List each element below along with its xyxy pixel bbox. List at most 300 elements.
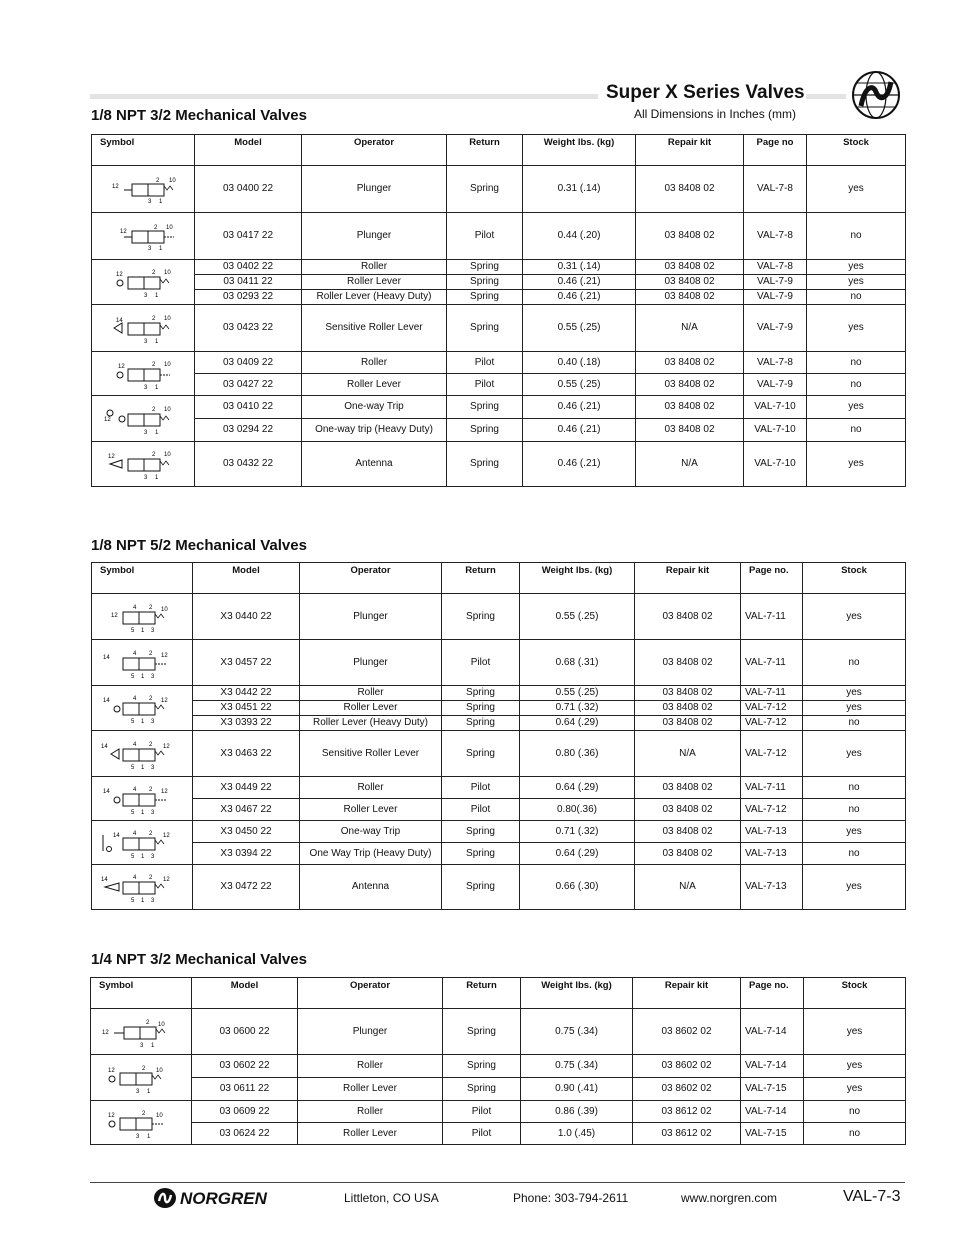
- return-cell: Spring: [447, 290, 523, 305]
- return-cell: Spring: [447, 396, 523, 419]
- table-row: [91, 1055, 906, 1078]
- model-cell: X3 0467 22: [193, 799, 300, 821]
- svg-text:4: 4: [133, 650, 137, 657]
- svg-text:12: 12: [108, 1112, 115, 1119]
- weight-cell: 0.46 (.21): [523, 396, 636, 419]
- svg-text:3: 3: [144, 475, 148, 481]
- table-row: [92, 442, 906, 487]
- repair-kit-cell: 03 8612 02: [633, 1101, 741, 1123]
- valve-symbol-cell: [92, 166, 195, 213]
- table-row: [92, 594, 906, 640]
- weight-cell: 0.44 (.20): [523, 213, 636, 260]
- weight-cell: 0.80(.36): [520, 799, 635, 821]
- return-cell: Spring: [443, 1009, 521, 1055]
- svg-text:2: 2: [149, 696, 153, 702]
- page-cell: VAL-7-8: [744, 213, 807, 260]
- table-row: [92, 275, 906, 290]
- return-cell: Pilot: [447, 374, 523, 396]
- model-cell: X3 0442 22: [193, 686, 300, 701]
- repair-kit-cell: 03 8408 02: [635, 777, 741, 799]
- repair-kit-cell: 03 8408 02: [636, 374, 744, 396]
- svg-text:2: 2: [149, 741, 153, 748]
- repair-kit-cell: 03 8408 02: [635, 594, 741, 640]
- valve-symbol-cell: [92, 213, 195, 260]
- weight-cell: 0.46 (.21): [523, 275, 636, 290]
- valve-table-1: [91, 134, 906, 487]
- model-cell: 03 0293 22: [195, 290, 302, 305]
- col-header: Symbol: [92, 135, 195, 166]
- model-cell: 03 0432 22: [195, 442, 302, 487]
- svg-text:12: 12: [163, 743, 170, 750]
- repair-kit-cell: 03 8408 02: [635, 716, 741, 731]
- col-header: Repair kit: [633, 978, 741, 1009]
- col-header: Weight lbs. (kg): [523, 135, 636, 166]
- weight-cell: 0.55 (.25): [523, 374, 636, 396]
- valve-32-roller-pilot-symbol: [98, 356, 188, 392]
- return-cell: Spring: [442, 731, 520, 777]
- return-cell: Spring: [447, 260, 523, 275]
- svg-text:2: 2: [142, 1110, 146, 1117]
- operator-cell: Plunger: [300, 640, 442, 686]
- header-rule-right: [806, 94, 846, 99]
- col-header: Return: [447, 135, 523, 166]
- page-cell: VAL-7-11: [741, 777, 803, 799]
- table-row: [92, 640, 906, 686]
- page-number: VAL-7-3: [843, 1188, 901, 1205]
- svg-text:2: 2: [149, 830, 153, 837]
- svg-text:1: 1: [141, 898, 145, 904]
- model-cell: 03 0609 22: [192, 1101, 298, 1123]
- model-cell: 03 0600 22: [192, 1009, 298, 1055]
- stock-cell: yes: [804, 1055, 906, 1078]
- model-cell: 03 0402 22: [195, 260, 302, 275]
- stock-cell: yes: [807, 260, 906, 275]
- repair-kit-cell: 03 8408 02: [635, 843, 741, 865]
- svg-text:10: 10: [164, 406, 171, 413]
- repair-kit-cell: 03 8408 02: [635, 686, 741, 701]
- stock-cell: yes: [803, 701, 906, 716]
- svg-text:5: 5: [131, 764, 135, 771]
- footer-location: Littleton, CO USA: [344, 1191, 439, 1205]
- svg-text:5: 5: [131, 673, 135, 680]
- weight-cell: 0.75 (.34): [521, 1009, 633, 1055]
- svg-text:12: 12: [118, 363, 125, 370]
- svg-text:5: 5: [131, 809, 135, 816]
- table-row: [92, 731, 906, 777]
- valve-symbol-cell: [91, 1101, 192, 1145]
- page-cell: VAL-7-10: [744, 419, 807, 442]
- page-cell: VAL-7-14: [741, 1009, 804, 1055]
- svg-text:3: 3: [136, 1088, 140, 1095]
- valve-32-roller-spring-symbol: [98, 262, 188, 302]
- model-cell: 03 0411 22: [195, 275, 302, 290]
- svg-text:12: 12: [120, 229, 127, 235]
- svg-text:1: 1: [155, 339, 159, 345]
- table-row: [92, 260, 906, 275]
- page-cell: VAL-7-11: [741, 686, 803, 701]
- valve-table-2: [91, 562, 906, 910]
- repair-kit-cell: 03 8408 02: [636, 275, 744, 290]
- footer-rule: [90, 1182, 905, 1183]
- table-row: [92, 166, 906, 213]
- col-header: Stock: [804, 978, 906, 1009]
- col-header: Model: [195, 135, 302, 166]
- page-cell: VAL-7-15: [741, 1123, 804, 1145]
- operator-cell: Roller: [298, 1101, 443, 1123]
- weight-cell: 0.55 (.25): [523, 305, 636, 352]
- svg-text:5: 5: [131, 719, 135, 725]
- footer-website[interactable]: www.norgren.com: [681, 1191, 778, 1205]
- stock-cell: no: [803, 799, 906, 821]
- svg-text:10: 10: [164, 361, 171, 368]
- return-cell: Spring: [443, 1055, 521, 1078]
- return-cell: Spring: [443, 1078, 521, 1101]
- col-header: Model: [193, 563, 300, 594]
- return-cell: Pilot: [447, 352, 523, 374]
- page-cell: VAL-7-13: [741, 865, 803, 910]
- page-cell: VAL-7-10: [744, 442, 807, 487]
- svg-text:4: 4: [133, 830, 137, 837]
- return-cell: Pilot: [447, 213, 523, 260]
- svg-text:12: 12: [161, 698, 168, 704]
- operator-cell: Roller Lever (Heavy Duty): [300, 716, 442, 731]
- svg-text:1: 1: [141, 719, 145, 725]
- operator-cell: Sensitive Roller Lever: [302, 305, 447, 352]
- repair-kit-cell: 03 8408 02: [635, 821, 741, 843]
- model-cell: X3 0457 22: [193, 640, 300, 686]
- svg-text:12: 12: [108, 454, 115, 460]
- operator-cell: Roller Lever: [298, 1078, 443, 1101]
- col-header: Return: [443, 978, 521, 1009]
- page-cell: VAL-7-11: [741, 640, 803, 686]
- return-cell: Spring: [442, 843, 520, 865]
- weight-cell: 1.0 (.45): [521, 1123, 633, 1145]
- stock-cell: yes: [803, 594, 906, 640]
- operator-cell: Plunger: [298, 1009, 443, 1055]
- stock-cell: no: [807, 352, 906, 374]
- weight-cell: 0.80 (.36): [520, 731, 635, 777]
- page-cell: VAL-7-9: [744, 290, 807, 305]
- valve-symbol-cell: [92, 352, 195, 396]
- svg-text:3: 3: [151, 853, 155, 860]
- stock-cell: yes: [807, 396, 906, 419]
- operator-cell: Roller: [300, 777, 442, 799]
- stock-cell: yes: [803, 731, 906, 777]
- table-row: [92, 374, 906, 396]
- valve-symbol-cell: [92, 260, 195, 305]
- page-cell: VAL-7-14: [741, 1101, 804, 1123]
- svg-text:2: 2: [152, 316, 156, 322]
- svg-text:2: 2: [149, 604, 153, 611]
- weight-cell: 0.46 (.21): [523, 290, 636, 305]
- model-cell: 03 0294 22: [195, 419, 302, 442]
- table-row: [92, 799, 906, 821]
- table-row: [92, 865, 906, 910]
- col-header: Repair kit: [635, 563, 741, 594]
- col-header: Operator: [300, 563, 442, 594]
- table-header-row: [92, 563, 906, 594]
- operator-cell: Roller Lever: [302, 374, 447, 396]
- valve-52-roller-pilot-symbol: [97, 781, 187, 817]
- stock-cell: yes: [807, 442, 906, 487]
- page-cell: VAL-7-15: [741, 1078, 804, 1101]
- table-row: [92, 686, 906, 701]
- model-cell: X3 0463 22: [193, 731, 300, 777]
- section-title: 1/8 NPT 3/2 Mechanical Valves: [91, 107, 307, 124]
- valve-symbol-cell: [92, 865, 193, 910]
- svg-text:1: 1: [151, 1042, 155, 1049]
- svg-text:10: 10: [161, 606, 168, 613]
- stock-cell: no: [807, 290, 906, 305]
- valve-32-roller-spring-symbol: [96, 1060, 186, 1096]
- svg-text:1: 1: [155, 293, 159, 299]
- weight-cell: 0.31 (.14): [523, 166, 636, 213]
- svg-text:10: 10: [156, 1112, 163, 1119]
- svg-text:14: 14: [101, 743, 108, 750]
- valve-symbol-cell: [92, 821, 193, 865]
- repair-kit-cell: 03 8612 02: [633, 1123, 741, 1145]
- svg-text:3: 3: [151, 719, 155, 725]
- repair-kit-cell: 03 8602 02: [633, 1078, 741, 1101]
- table-row: [92, 701, 906, 716]
- weight-cell: 0.75 (.34): [521, 1055, 633, 1078]
- svg-text:12: 12: [161, 788, 168, 795]
- svg-text:1: 1: [141, 764, 145, 771]
- table-row: [92, 777, 906, 799]
- svg-text:2: 2: [152, 361, 156, 368]
- stock-cell: yes: [804, 1078, 906, 1101]
- weight-cell: 0.40 (.18): [523, 352, 636, 374]
- operator-cell: Roller: [302, 260, 447, 275]
- valve-32-plunger-spring-symbol: [96, 1014, 186, 1050]
- table-row: [92, 396, 906, 419]
- weight-cell: 0.64 (.29): [520, 843, 635, 865]
- svg-text:10: 10: [158, 1021, 165, 1028]
- svg-text:2: 2: [149, 786, 153, 793]
- model-cell: X3 0394 22: [193, 843, 300, 865]
- col-header: Page no: [744, 135, 807, 166]
- weight-cell: 0.64 (.29): [520, 777, 635, 799]
- model-cell: X3 0440 22: [193, 594, 300, 640]
- operator-cell: Antenna: [302, 442, 447, 487]
- valve-32-plunger-pilot-symbol: [98, 219, 188, 253]
- valve-symbol-cell: [92, 594, 193, 640]
- operator-cell: One-way Trip: [300, 821, 442, 843]
- repair-kit-cell: 03 8602 02: [633, 1009, 741, 1055]
- return-cell: Spring: [442, 821, 520, 843]
- model-cell: X3 0472 22: [193, 865, 300, 910]
- svg-text:12: 12: [116, 272, 123, 278]
- svg-text:1: 1: [141, 627, 145, 634]
- svg-text:14: 14: [103, 654, 110, 661]
- repair-kit-cell: N/A: [636, 305, 744, 352]
- valve-52-sensitive-roller-symbol: [97, 736, 187, 772]
- valve-symbol-cell: [91, 1055, 192, 1101]
- operator-cell: Roller Lever: [300, 799, 442, 821]
- col-header: Weight lbs. (kg): [520, 563, 635, 594]
- return-cell: Spring: [447, 275, 523, 290]
- table-header-row: [92, 135, 906, 166]
- svg-text:12: 12: [102, 1029, 109, 1036]
- table-row: [92, 352, 906, 374]
- brand-name: NORGREN: [180, 1189, 267, 1208]
- weight-cell: 0.68 (.31): [520, 640, 635, 686]
- repair-kit-cell: N/A: [636, 442, 744, 487]
- svg-text:14: 14: [101, 877, 108, 883]
- svg-text:12: 12: [163, 877, 170, 883]
- return-cell: Spring: [447, 442, 523, 487]
- stock-cell: yes: [804, 1009, 906, 1055]
- page-cell: VAL-7-9: [744, 275, 807, 290]
- svg-text:3: 3: [144, 339, 148, 345]
- weight-cell: 0.46 (.21): [523, 419, 636, 442]
- stock-cell: no: [803, 716, 906, 731]
- svg-text:5: 5: [131, 627, 135, 634]
- model-cell: 03 0417 22: [195, 213, 302, 260]
- repair-kit-cell: N/A: [635, 865, 741, 910]
- page-cell: VAL-7-12: [741, 701, 803, 716]
- valve-symbol-cell: [92, 731, 193, 777]
- stock-cell: yes: [803, 865, 906, 910]
- table-row: [92, 213, 906, 260]
- return-cell: Spring: [442, 594, 520, 640]
- model-cell: 03 0427 22: [195, 374, 302, 396]
- table-row: [92, 716, 906, 731]
- col-header: Operator: [302, 135, 447, 166]
- operator-cell: Plunger: [302, 166, 447, 213]
- page-cell: VAL-7-10: [744, 396, 807, 419]
- svg-text:1: 1: [159, 246, 163, 252]
- svg-text:1: 1: [147, 1133, 151, 1140]
- model-cell: 03 0624 22: [192, 1123, 298, 1145]
- col-header: Stock: [807, 135, 906, 166]
- repair-kit-cell: 03 8408 02: [636, 290, 744, 305]
- svg-text:3: 3: [144, 384, 148, 391]
- page-cell: VAL-7-11: [741, 594, 803, 640]
- valve-symbol-cell: [91, 1009, 192, 1055]
- return-cell: Spring: [442, 716, 520, 731]
- page-cell: VAL-7-14: [741, 1055, 804, 1078]
- col-header: Page no.: [741, 978, 804, 1009]
- operator-cell: Roller Lever (Heavy Duty): [302, 290, 447, 305]
- stock-cell: yes: [807, 275, 906, 290]
- return-cell: Pilot: [442, 640, 520, 686]
- stock-cell: yes: [803, 821, 906, 843]
- svg-text:10: 10: [164, 316, 171, 322]
- col-header: Return: [442, 563, 520, 594]
- repair-kit-cell: 03 8408 02: [635, 799, 741, 821]
- svg-text:3: 3: [148, 199, 152, 205]
- svg-text:2: 2: [152, 406, 156, 413]
- weight-cell: 0.31 (.14): [523, 260, 636, 275]
- return-cell: Pilot: [443, 1123, 521, 1145]
- repair-kit-cell: 03 8408 02: [636, 213, 744, 260]
- weight-cell: 0.90 (.41): [521, 1078, 633, 1101]
- stock-cell: no: [804, 1123, 906, 1145]
- table-row: [91, 1101, 906, 1123]
- stock-cell: no: [803, 843, 906, 865]
- valve-symbol-cell: [92, 396, 195, 442]
- svg-text:1: 1: [155, 384, 159, 391]
- weight-cell: 0.66 (.30): [520, 865, 635, 910]
- valve-52-antenna-symbol: [97, 869, 187, 905]
- table-row: [91, 1009, 906, 1055]
- svg-text:4: 4: [133, 696, 137, 702]
- col-header: Model: [192, 978, 298, 1009]
- col-header: Symbol: [91, 978, 192, 1009]
- svg-text:14: 14: [103, 788, 110, 795]
- stock-cell: no: [807, 213, 906, 260]
- svg-text:1: 1: [159, 199, 163, 205]
- page-cell: VAL-7-8: [744, 352, 807, 374]
- page-cell: VAL-7-8: [744, 260, 807, 275]
- svg-text:3: 3: [151, 627, 155, 634]
- svg-text:10: 10: [164, 270, 171, 276]
- svg-text:1: 1: [155, 475, 159, 481]
- model-cell: X3 0449 22: [193, 777, 300, 799]
- table-header-row: [91, 978, 906, 1009]
- svg-text:10: 10: [164, 452, 171, 458]
- repair-kit-cell: 03 8602 02: [633, 1055, 741, 1078]
- svg-text:2: 2: [152, 452, 156, 458]
- operator-cell: Roller: [300, 686, 442, 701]
- svg-text:2: 2: [154, 225, 158, 231]
- return-cell: Pilot: [442, 799, 520, 821]
- svg-text:4: 4: [133, 875, 137, 881]
- operator-cell: Plunger: [302, 213, 447, 260]
- valve-symbol-cell: [92, 640, 193, 686]
- valve-32-antenna-symbol: [98, 446, 188, 482]
- svg-text:3: 3: [144, 429, 148, 436]
- operator-cell: Sensitive Roller Lever: [300, 731, 442, 777]
- weight-cell: 0.86 (.39): [521, 1101, 633, 1123]
- page-cell: VAL-7-13: [741, 843, 803, 865]
- valve-symbol-cell: [92, 686, 193, 731]
- operator-cell: Roller: [302, 352, 447, 374]
- stock-cell: no: [807, 419, 906, 442]
- svg-text:3: 3: [140, 1042, 144, 1049]
- model-cell: 03 0611 22: [192, 1078, 298, 1101]
- svg-text:14: 14: [116, 318, 123, 324]
- svg-text:10: 10: [166, 225, 173, 231]
- table-row: [91, 1078, 906, 1101]
- page-cell: VAL-7-12: [741, 716, 803, 731]
- operator-cell: Antenna: [300, 865, 442, 910]
- valve-52-plunger-pilot-symbol: [97, 645, 187, 681]
- svg-text:5: 5: [131, 898, 135, 904]
- svg-text:4: 4: [133, 741, 137, 748]
- section-title: 1/4 NPT 3/2 Mechanical Valves: [91, 951, 307, 968]
- svg-text:2: 2: [146, 1019, 150, 1026]
- repair-kit-cell: 03 8408 02: [636, 396, 744, 419]
- col-header: Repair kit: [636, 135, 744, 166]
- model-cell: 03 0409 22: [195, 352, 302, 374]
- valve-symbol-cell: [92, 442, 195, 487]
- valve-32-one-way-trip-symbol: [98, 401, 188, 437]
- return-cell: Spring: [442, 686, 520, 701]
- svg-text:12: 12: [112, 184, 119, 190]
- svg-text:4: 4: [133, 786, 137, 793]
- repair-kit-cell: 03 8408 02: [636, 260, 744, 275]
- stock-cell: yes: [803, 686, 906, 701]
- svg-text:4: 4: [133, 604, 137, 611]
- valve-32-plunger-spring-symbol: [98, 172, 188, 206]
- stock-cell: yes: [807, 166, 906, 213]
- svg-text:2: 2: [149, 650, 153, 657]
- operator-cell: Roller Lever: [298, 1123, 443, 1145]
- return-cell: Pilot: [443, 1101, 521, 1123]
- table-row: [92, 843, 906, 865]
